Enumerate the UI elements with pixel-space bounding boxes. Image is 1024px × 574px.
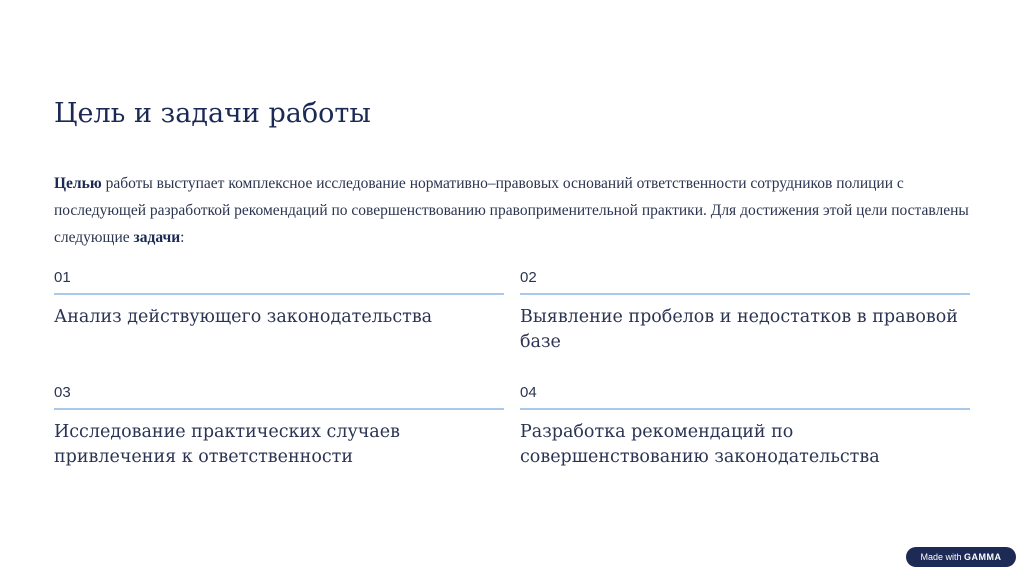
task-divider (54, 293, 504, 295)
intro-body: работы выступает комплексное исследование нормативно–правовых оснований ответственности сотрудников полиции с последующей разработкой рекомендаций по совершенствованию правоприменительной практики. Для достижения этой цели поставлены следующие (54, 175, 969, 246)
task-divider (520, 293, 970, 295)
task-number: 03 (54, 384, 71, 401)
intro-tail-punct: : (180, 229, 185, 246)
task-text: Выявление пробелов и недостатков в правовой базе (520, 307, 958, 352)
task-card-1 (54, 268, 504, 330)
badge-prefix: Made with (920, 552, 962, 562)
task-text: Анализ действующего законодательства (54, 307, 433, 327)
task-number: 04 (520, 384, 537, 401)
task-divider (54, 408, 504, 410)
task-number: 02 (520, 269, 537, 286)
gamma-logo-text: GAMMA (964, 552, 1002, 562)
task-card-2 (520, 268, 970, 355)
intro-lead-bold: Целью (54, 175, 102, 192)
task-divider (520, 408, 970, 410)
made-with-gamma-badge[interactable] (906, 547, 1016, 567)
task-text: Разработка рекомендаций по совершенствованию законодательства (520, 422, 880, 467)
task-number: 01 (54, 269, 71, 286)
task-card-3 (54, 383, 504, 470)
intro-tail-bold: задачи (133, 229, 181, 246)
task-text: Исследование практических случаев привлечения к ответственности (54, 422, 400, 467)
intro-paragraph (54, 170, 984, 251)
page-title: Цель и задачи работы (54, 98, 371, 129)
task-card-4 (520, 383, 970, 470)
